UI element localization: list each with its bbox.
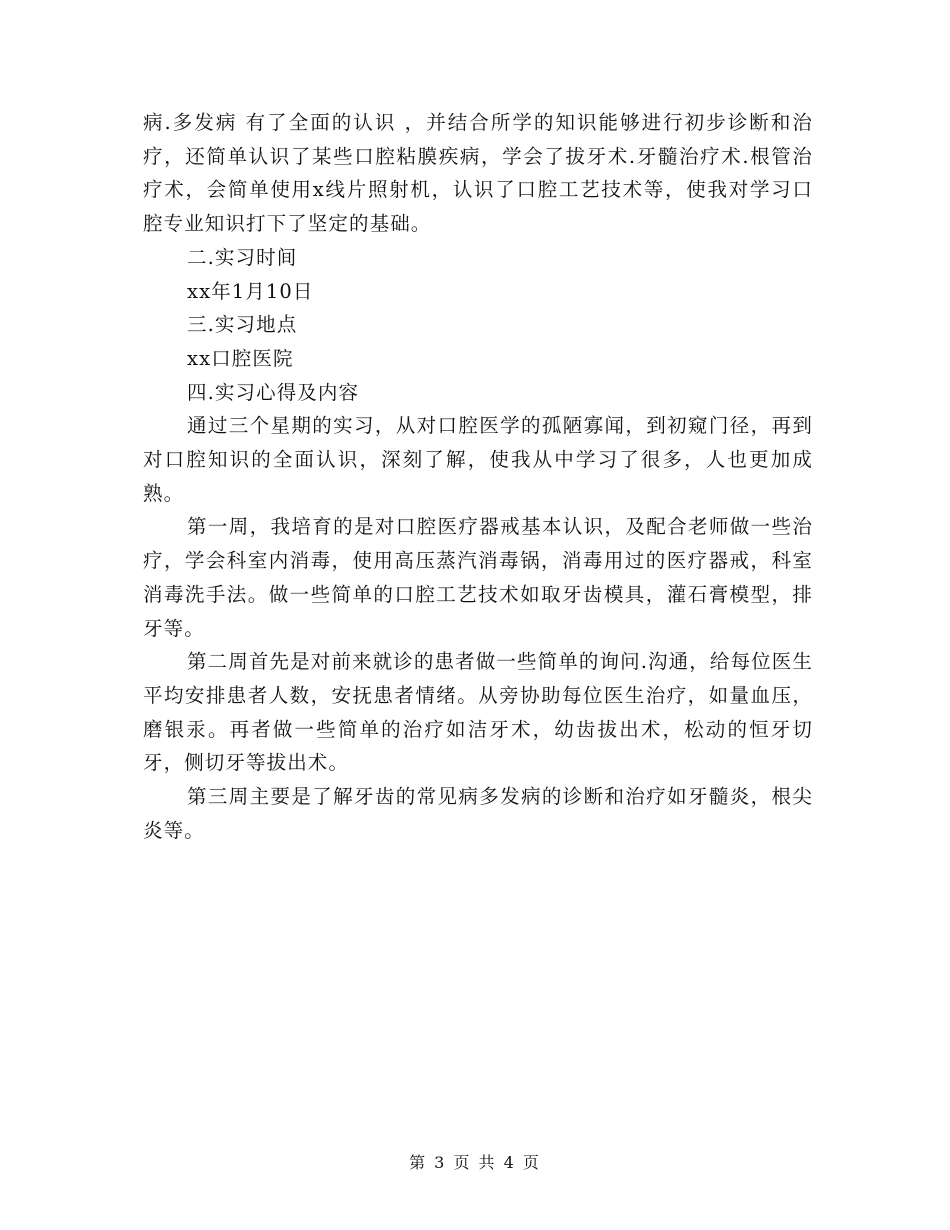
paragraph-continuation: 病.多发病 有了全面的认识 ，并结合所学的知识能够进行初步诊断和治疗，还简单认识了某些口腔粘膜疾病，学会了拔牙术.牙髓治疗术.根管治疗术，会简单使用x线片照射机，认识了口腔工艺技术等，使我对学习口腔专业知识打下了坚定的基础。 xyxy=(143,111,813,236)
internship-location: xx口腔医院 xyxy=(187,346,294,370)
paragraph-week-one: 第一周，我培育的是对口腔医疗器戒基本认识，及配合老师做一些治疗，学会科室内消毒，使用高压蒸汽消毒锅，消毒用过的医疗器戒，科室消毒洗手法。做一些简单的口腔工艺技术如取牙齿模具，灌石膏模型，排牙等。 xyxy=(143,515,813,640)
heading-internship-experience: 四.实习心得及内容 xyxy=(187,380,360,404)
paragraph-week-three: 第三周主要是了解牙齿的常见病多发病的诊断和治疗如牙髓炎，根尖炎等。 xyxy=(143,785,813,842)
heading-internship-location: 三.实习地点 xyxy=(187,313,298,337)
document-body xyxy=(143,106,813,847)
page-number-footer: 第 3 页 共 4 页 xyxy=(409,1153,541,1172)
paragraph-week-two: 第二周首先是对前来就诊的患者做一些简单的询问.沟通，给每位医生平均安排患者人数，安抚患者情绪。从旁协助每位医生治疗，如量血压，磨银汞。再者做一些简单的治疗如洁牙术，幼齿拔出术，松动的恒牙切牙，侧切牙等拔出术。 xyxy=(143,650,813,775)
internship-date: xx年1月10日 xyxy=(187,279,314,303)
paragraph-overview: 通过三个星期的实习，从对口腔医学的孤陋寡闻，到初窥门径，再到对口腔知识的全面认识，深刻了解，使我从中学习了很多，人也更加成熟。 xyxy=(143,414,813,505)
heading-internship-time: 二.实习时间 xyxy=(187,245,298,269)
